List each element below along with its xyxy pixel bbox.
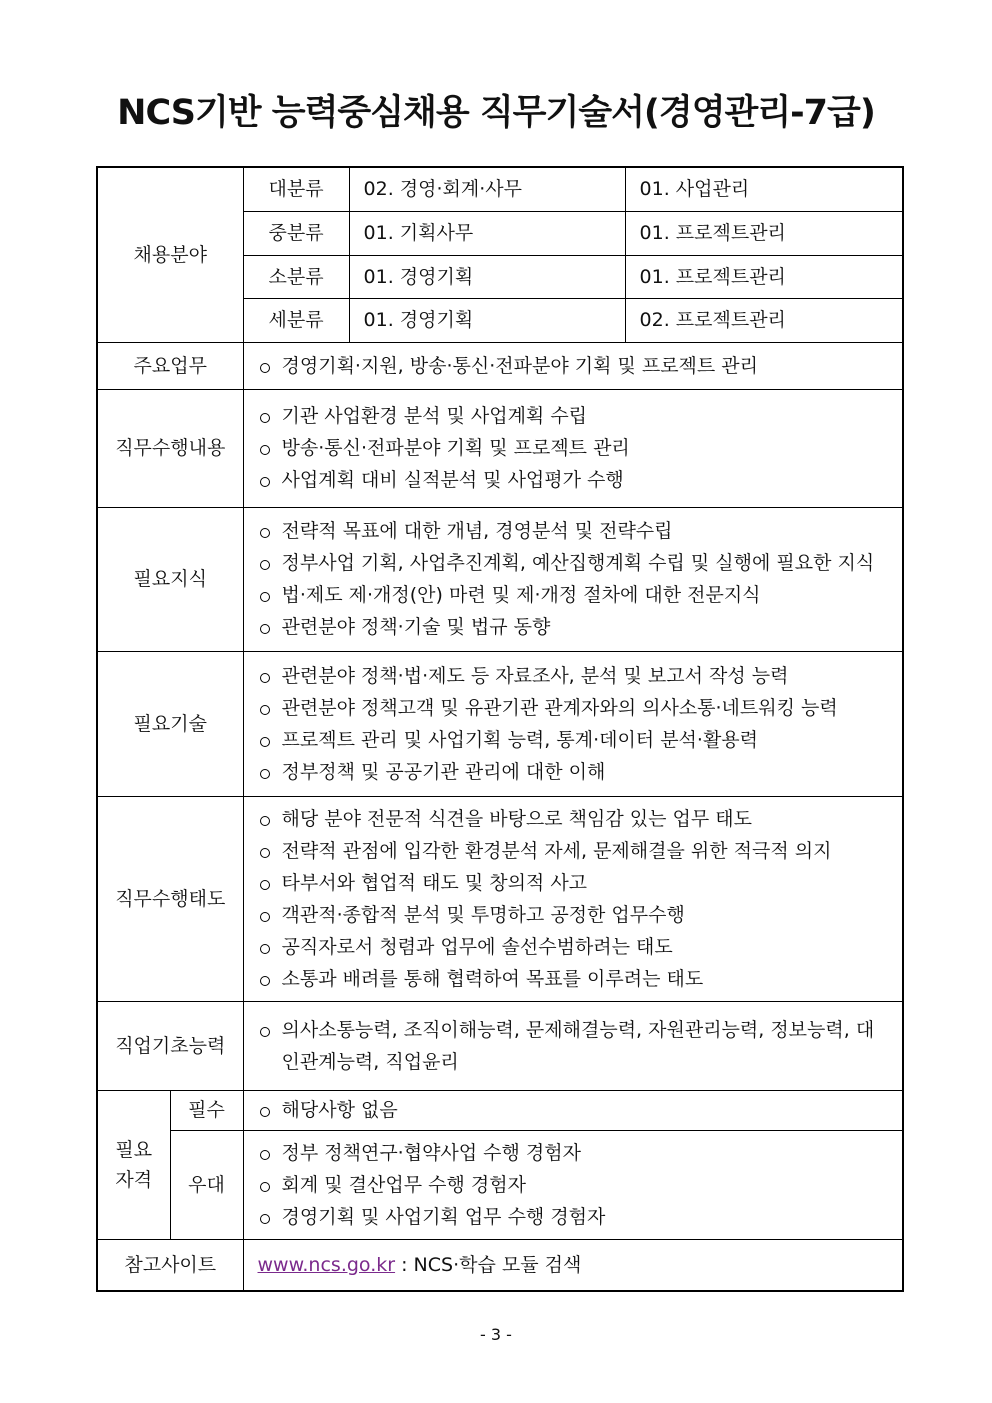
list-item: 정부정책 및 공공기관 관리에 대한 이해 (258, 756, 903, 788)
knowledge-list (258, 515, 903, 643)
basic-ability-list (258, 1014, 891, 1078)
list-item: 관련분야 정책·법·제도 등 자료조사, 분석 및 보고서 작성 능력 (258, 660, 903, 692)
category-a: 01. 경영기획 (349, 255, 625, 298)
category-b: 02. 프로젝트관리 (625, 298, 903, 342)
knowledge-label: 필요지식 (97, 507, 243, 651)
required-qualification-row (97, 1090, 903, 1130)
page-title: NCS기반 능력중심채용 직무기술서(경영관리-7급) (117, 93, 875, 133)
preferred-qualification-row (97, 1130, 903, 1239)
classification-label: 채용분야 (97, 167, 243, 342)
list-item: 전략적 관점에 입각한 환경분석 자세, 문제해결을 위한 적극적 의지 (258, 835, 903, 867)
job-description-table (96, 166, 904, 1292)
list-item: 전략적 목표에 대한 개념, 경영분석 및 전략수립 (258, 515, 903, 547)
list-item: 타부서와 협업적 태도 및 창의적 사고 (258, 867, 903, 899)
main-duty-list (258, 350, 903, 382)
skills-list (258, 660, 903, 788)
basic-ability-label: 직업기초능력 (97, 1001, 243, 1090)
list-item: 소통과 배려를 통해 협력하여 목표를 이루려는 태도 (258, 963, 903, 995)
duty-content-row (97, 389, 903, 507)
category-b: 01. 프로젝트관리 (625, 255, 903, 298)
category-a: 01. 기획사무 (349, 211, 625, 255)
required-label: 필수 (170, 1090, 243, 1130)
attitude-row (97, 796, 903, 1001)
list-item: 공직자로서 청렴과 업무에 솔선수범하려는 태도 (258, 931, 903, 963)
duty-content-label: 직무수행내용 (97, 389, 243, 507)
basic-ability-row (97, 1001, 903, 1090)
ncs-link[interactable]: www.ncs.go.kr (257, 1253, 396, 1276)
list-item: 관련분야 정책·기술 및 법규 동향 (258, 611, 903, 643)
main-duty-row (97, 342, 903, 389)
list-item: 객관적·종합적 분석 및 투명하고 공정한 업무수행 (258, 899, 903, 931)
required-list (258, 1094, 903, 1126)
list-item: 사업계획 대비 실적분석 및 사업평가 수행 (258, 464, 903, 496)
attitude-list (258, 803, 903, 995)
classification-row (97, 167, 903, 211)
reference-desc: NCS·학습 모듈 검색 (413, 1253, 582, 1276)
reference-row (97, 1239, 903, 1291)
list-item: 기관 사업환경 분석 및 사업계획 수립 (258, 400, 903, 432)
list-item: 경영기획 및 사업기획 업무 수행 경험자 (258, 1201, 903, 1233)
level-label: 소분류 (243, 255, 349, 298)
qualification-label-line1: 필요 (115, 1138, 153, 1161)
list-item: 회계 및 결산업무 수행 경험자 (258, 1169, 903, 1201)
list-item: 관련분야 정책고객 및 유관기관 관계자와의 의사소통·네트워킹 능력 (258, 692, 903, 724)
list-item: 경영기획·지원, 방송·통신·전파분야 기획 및 프로젝트 관리 (258, 350, 903, 382)
list-item: 해당사항 없음 (258, 1094, 903, 1126)
list-item: 해당 분야 전문적 식견을 바탕으로 책임감 있는 업무 태도 (258, 803, 903, 835)
preferred-list (258, 1137, 903, 1233)
list-item: 정부 정책연구·협약사업 수행 경험자 (258, 1137, 903, 1169)
attitude-label: 직무수행태도 (97, 796, 243, 1001)
list-item: 법·제도 제·개정(안) 마련 및 제·개정 절차에 대한 전문지식 (258, 579, 903, 611)
preferred-label: 우대 (170, 1130, 243, 1239)
qualification-label-line2: 자격 (115, 1168, 153, 1191)
list-item: 정부사업 기획, 사업추진계획, 예산집행계획 수립 및 실행에 필요한 지식 (258, 547, 903, 579)
knowledge-row (97, 507, 903, 651)
level-label: 중분류 (243, 211, 349, 255)
list-item: 방송·통신·전파분야 기획 및 프로젝트 관리 (258, 432, 903, 464)
level-label: 세분류 (243, 298, 349, 342)
reference-separator: : (395, 1253, 414, 1276)
list-item: 프로젝트 관리 및 사업기획 능력, 통계·데이터 분석·활용력 (258, 724, 903, 756)
level-label: 대분류 (243, 167, 349, 211)
category-a: 01. 경영기획 (349, 298, 625, 342)
main-duty-label: 주요업무 (97, 342, 243, 389)
category-b: 01. 사업관리 (625, 167, 903, 211)
skills-label: 필요기술 (97, 651, 243, 796)
qualification-label (97, 1090, 170, 1239)
skills-row (97, 651, 903, 796)
page-number: - 3 - (480, 1325, 512, 1344)
duty-content-list (258, 400, 903, 496)
category-a: 02. 경영·회계·사무 (349, 167, 625, 211)
category-b: 01. 프로젝트관리 (625, 211, 903, 255)
list-item: 의사소통능력, 조직이해능력, 문제해결능력, 자원관리능력, 정보능력, 대인관계능력, 직업윤리 (258, 1014, 891, 1078)
reference-label: 참고사이트 (97, 1239, 243, 1291)
